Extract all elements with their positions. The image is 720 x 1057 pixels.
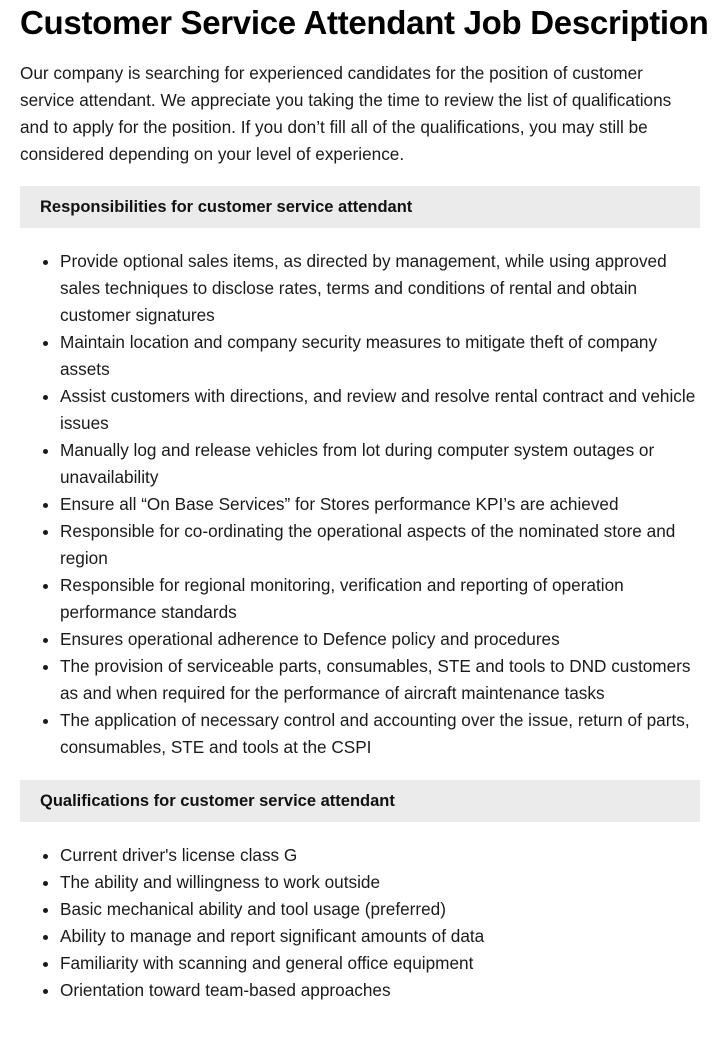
qualifications-list: [20, 842, 700, 1004]
list-item: • Ensure all “On Base Services” for Stores performance KPI’s are achieved: [60, 491, 700, 518]
list-item: • The ability and willingness to work outside: [60, 869, 700, 896]
list-item: • Ability to manage and report significant amounts of data: [60, 923, 700, 950]
list-item: • The application of necessary control and accounting over the issue, return of parts, consumables, STE and tools at the CSPI: [60, 707, 700, 761]
list-item: • The provision of serviceable parts, consumables, STE and tools to DND customers as and when required for the performance of aircraft maintenance tasks: [60, 653, 700, 707]
responsibilities-heading: Responsibilities for customer service attendant: [20, 186, 700, 228]
list-item: • Current driver's license class G: [60, 842, 700, 869]
responsibilities-list: [20, 248, 700, 761]
list-item: • Maintain location and company security measures to mitigate theft of company assets: [60, 329, 700, 383]
list-item: • Manually log and release vehicles from lot during computer system outages or unavailability: [60, 437, 700, 491]
list-item: • Responsible for regional monitoring, verification and reporting of operation performance standards: [60, 572, 700, 626]
list-item: • Orientation toward team-based approaches: [60, 977, 700, 1004]
list-item: • Basic mechanical ability and tool usage (preferred): [60, 896, 700, 923]
list-item: • Ensures operational adherence to Defence policy and procedures: [60, 626, 700, 653]
page-title: Customer Service Attendant Job Description: [20, 4, 709, 41]
qualifications-heading: Qualifications for customer service attendant: [20, 780, 700, 822]
list-item: • Responsible for co-ordinating the operational aspects of the nominated store and region: [60, 518, 700, 572]
list-item: • Assist customers with directions, and review and resolve rental contract and vehicle issues: [60, 383, 700, 437]
list-item: • Provide optional sales items, as directed by management, while using approved sales techniques to disclose rates, terms and conditions of rental and obtain customer signatures: [60, 248, 700, 329]
intro-paragraph: Our company is searching for experienced candidates for the position of customer service attendant. We appreciate you taking the time to review the list of qualifications and to apply for the position. If you don’t fill all of the qualifications, you may still be considered depending on your level of experience.: [20, 63, 672, 164]
list-item: • Familiarity with scanning and general office equipment: [60, 950, 700, 977]
